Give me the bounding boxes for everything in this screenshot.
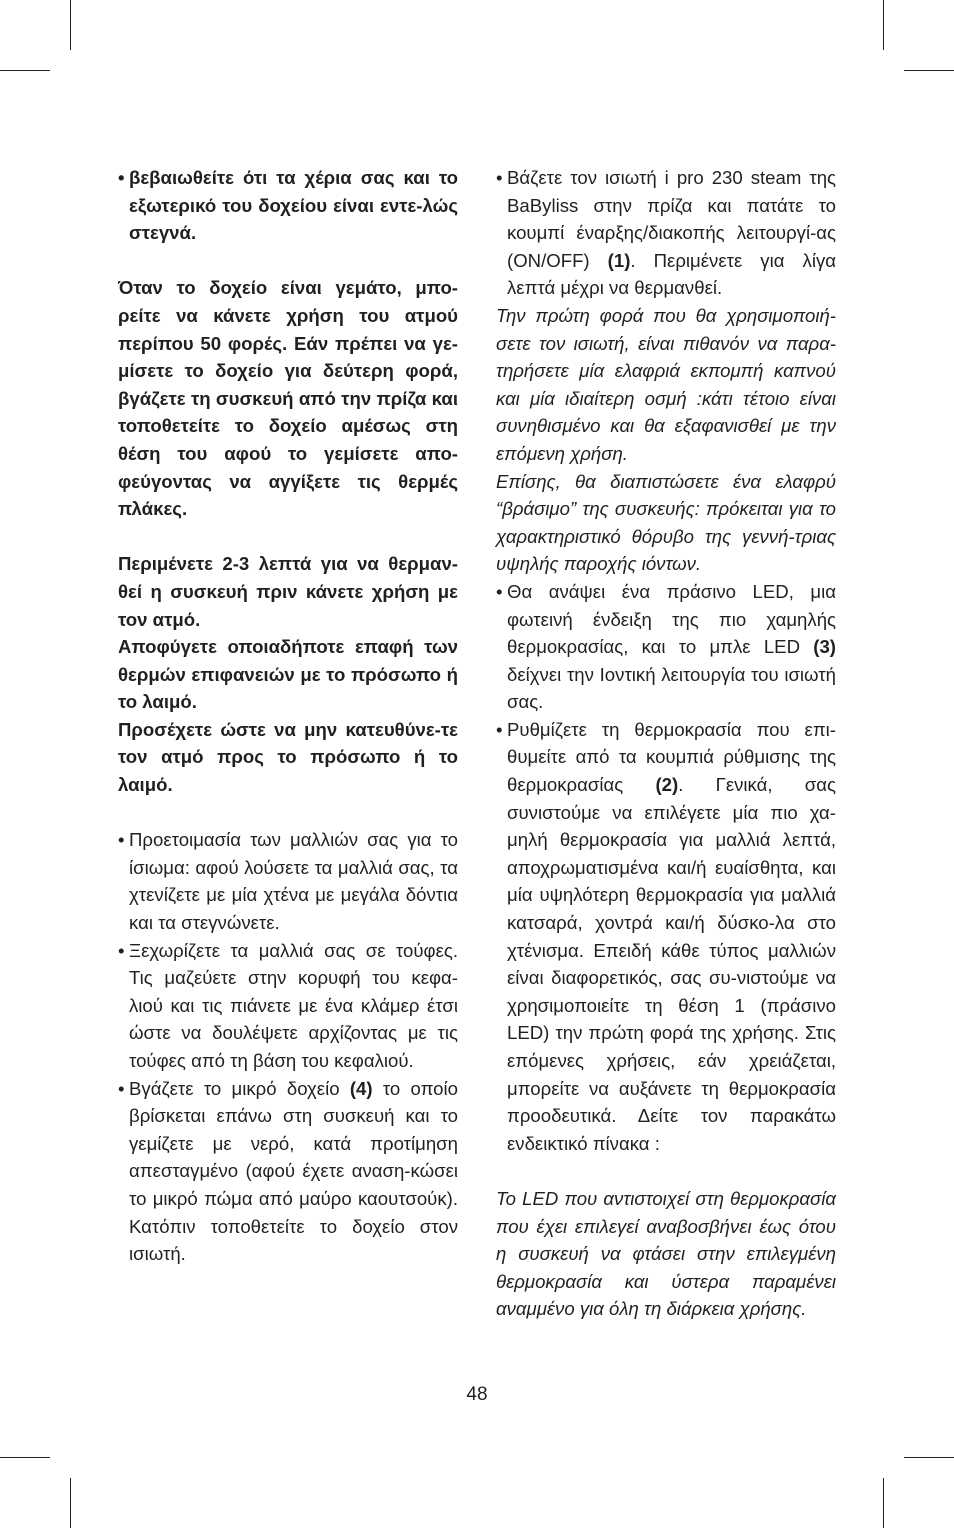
reference-1: (1): [607, 249, 631, 271]
bullet-led: [496, 578, 836, 716]
note-led-blink: Το LED που αντιστοιχεί στη θερμοκρασία που έχει επιλεγεί αναβοσβήνει έως ότου η συσκευή να φτάσει στην επιλεγμένη θερμοκρασία και ύστερα παραμένει αναμμένο για όλη τη διάρκεια χρήσης.: [496, 1187, 836, 1320]
crop-mark-bottom-right-vertical: [883, 1478, 884, 1528]
bullet-temperature-text-a: Ρυθμίζετε τη θερμοκρασία που επι-θυμείτε από τα κουμπιά ρύθμισης της θερμοκρασίας: [507, 718, 836, 796]
crop-mark-bottom-right-horizontal: [904, 1457, 954, 1458]
bullet-dry-hands: • βεβαιωθείτε ότι τα χέρια σας και το εξωτερικό του δοχείου είναι εντε-λώς στεγνά.: [118, 164, 458, 247]
bullet-fill-tank: [118, 1075, 458, 1268]
bullet-prepare-hair: • Προετοιμασία των μαλλιών σας για το ίσιωμα: αφού λούσετε τα μαλλιά σας, τα χτενίζετε με μία χτένα με μεγάλα δόντια και τα στεγνώνετε.: [118, 826, 458, 936]
page-number: 48: [466, 1384, 488, 1405]
bullet-plug-in-text-b: . Περιμένετε για λίγα λεπτά μέχρι να θερμανθεί.: [507, 249, 836, 299]
paragraph-avoid-contact: Αποφύγετε οποιαδήποτε επαφή των θερμών επιφανειών με το πρόσωπο ή το λαιμό.: [118, 636, 458, 713]
note-first-use: Την πρώτη φορά που θα χρησιμοποιή-σετε τον ισιωτή, είναι πιθανόν να παρα-τηρήσετε μία ελαφριά εκπομπή καπνού και μία ιδιαίτερη οσμή :κάτι τέτοιο είναι συνηθισμένο και θα εξαφανισθεί με την επόμενη χρήση.: [496, 304, 836, 464]
bullet-led-text-b: δείχνει την Ιοντική λειτουργία του ισιωτή σας.: [507, 663, 836, 713]
reference-4: (4): [349, 1077, 373, 1099]
bullet-temperature-text-b: . Γενικά, σας συνιστούμε να επιλέγετε μία πιο χα-μηλή θερμοκρασία για μαλλιά λεπτά, αποχρωματισμένα και/ή ευαίσθητα, και μία υψηλότερη θερμοκρασία για μαλλιά κατσαρά, χοντρά και/ή δύσκο-λα στο χτένισμα. Επειδή κάθε τύπος μαλλιών είναι διαφορετικός, σας συ-νιστούμε να χρησιμοποιείτε τη θέση 1 (πράσινο LED) την πρώτη φορά της χρήσης. Στις επόμενες χρήσεις, εάν χρειάζεται, μπορείτε να αυξάνετε τη θερμοκρασία προοδευτικά. Δείτε τον παρακάτω ενδεικτικό πίνακα :: [507, 774, 836, 1154]
bullet-fill-tank-text-a: Βγάζετε το μικρό δοχείο: [129, 1077, 350, 1099]
note-noise: Επίσης, θα διαπιστώσετε ένα ελαφρύ “βράσιμο” της συσκευής: πρόκειται για το χαρακτηριστικό θόρυβο της γεννή-τριας υψηλής παροχής ιόντων.: [496, 470, 836, 575]
bullet-separate-hair: • Ξεχωρίζετε τα μαλλιά σας σε τούφες. Τις μαζεύετε στην κορυφή του κεφα-λιού και τις πιάνετε με ένα κλάμερ έτσι ώστε να δουλέψετε αρχίζοντας με τις τούφες από τη βάση του κεφαλιού.: [118, 937, 458, 1075]
crop-mark-bottom-left-vertical: [70, 1478, 71, 1528]
bullet-fill-tank-text-b: το οποίο βρίσκεται επάνω στη συσκευή και το γεμίζετε με νερό, κατά προτίμηση απεσταγμένο (αφού έχετε αναση-κώσει το μικρό πώμα από μαύρο καουτσούκ). Κατόπιν τοποθετείτε το δοχείο στον ισιωτή.: [129, 1077, 458, 1265]
paragraph-wait-heat: Περιμένετε 2-3 λεπτά για να θερμαν-θεί η συσκευή πριν κάνετε χρήση με τον ατμό.: [118, 553, 458, 630]
bullet-led-text-a: Θα ανάψει ένα πράσινο LED, μια φωτεινή ένδειξη της πιο χαμηλής θερμοκρασίας, και το μπλε LED: [507, 580, 836, 658]
crop-mark-top-right-horizontal: [904, 70, 954, 71]
bullet-temperature: [496, 716, 836, 1158]
right-column: [496, 164, 836, 1323]
bullet-plug-in: [496, 164, 836, 302]
bullet-plug-in-text-a: Βάζετε τον ισιωτή i pro 230 steam της BaByliss στην πρίζα και πατάτε το κουμπί έναρξης/διακοπής λειτουργί-ας (ON/OFF): [507, 167, 836, 271]
crop-mark-top-left-horizontal: [0, 70, 50, 71]
crop-mark-top-right-vertical: [883, 0, 884, 50]
crop-mark-top-left-vertical: [70, 0, 71, 50]
paragraph-full-tank: Όταν το δοχείο είναι γεμάτο, μπο-ρείτε να κάνετε χρήση του ατμού περίπου 50 φορές. Εάν πρέπει να γε-μίσετε το δοχείο για δεύτερη φορά, βγάζετε τη συσκευή από την πρίζα και τοποθετείτε το δοχείο αμέσως στη θέση του αφού το γεμίσετε απο-φεύγοντας να αγγίξετε τις θερμές πλάκες.: [118, 277, 458, 520]
reference-3: (3): [813, 636, 836, 658]
paragraph-steam-direction: Προσέχετε ώστε να μην κατευθύνε-τε τον ατμό προς το πρόσωπο ή το λαιμό.: [118, 718, 458, 796]
left-column: [118, 164, 458, 1268]
crop-mark-bottom-left-horizontal: [0, 1457, 50, 1458]
reference-2: (2): [655, 774, 679, 796]
